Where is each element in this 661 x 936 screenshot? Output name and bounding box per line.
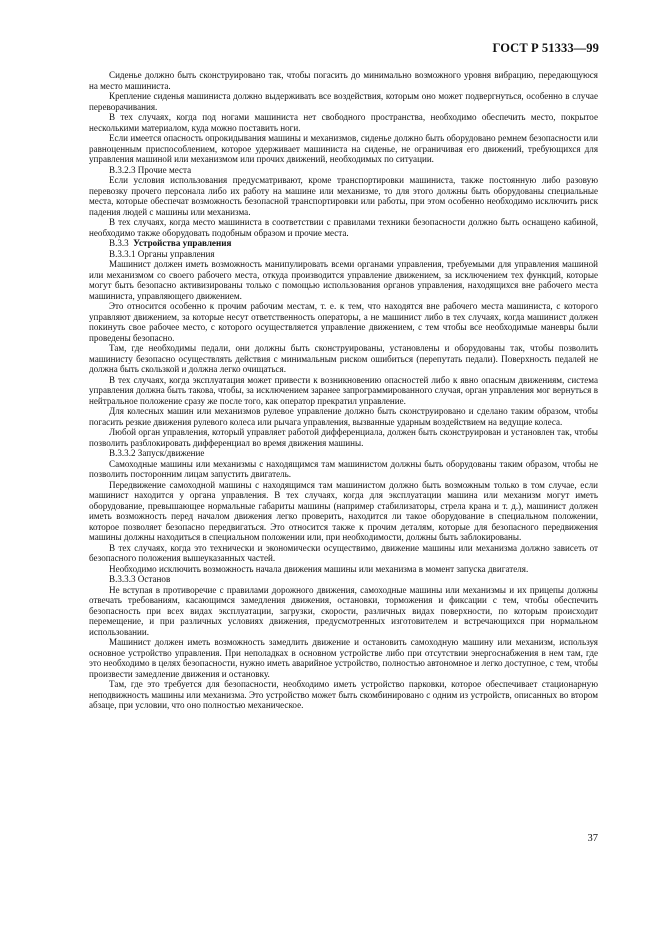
paragraph: Крепление сиденья машиниста должно выдерживать все воздействия, которым оно может подвергнуться, особенно в случае переворачивания.	[89, 91, 598, 112]
section-title: Устройства управления	[133, 238, 232, 248]
paragraph: Передвижение самоходной машины с находящимся там машинистом должно быть возможным только в том случае, если машинист находится у органа управления. В тех случаях, когда для эксплуатации машина или механизм могут иметь оборудование, превышающее нормальные габариты машины (например стабилизаторы, стрела крана и т. д.), машинист должен иметь возможность перед началом движения легко проверить, находится ли такое оборудование в специальном положении, которое позволяет безопасно передвигаться. Это относится также к прочим деталям, которые для безопасного передвижения машины должны находиться в специальном положении или, при необходимости, должны быть заблокированы.	[89, 479, 598, 542]
document-body	[89, 70, 598, 711]
paragraph: Необходимо исключить возможность начала движения машины или механизма в момент запуска двигателя.	[109, 563, 529, 574]
paragraph: Там, где необходимы педали, они должны быть сконструированы, установлены и оборудованы так, чтобы позволить машинисту безопасно осуществлять действия с минимальным риском ошибиться (перепутать педали). Поверхность педалей не должна быть скользкой и должна легко очищаться.	[89, 343, 598, 374]
paragraph: Самоходные машины или механизмы с находящимся там машинистом должны быть оборудованы таким образом, чтобы не позволить посторонним лицам запустить двигатель.	[89, 458, 598, 479]
paragraph: Это относится особенно к прочим рабочим местам, т. е. к тем, что находятся вне рабочего места машиниста, с которого управляют движением, за которые несут ответственность операторы, а не машинист либо в тех случаях, когда машинист должен покинуть свое рабочее место, с которого осуществляется управление движением, с тем чтобы все необходимые маневры были проведены безопасно.	[89, 301, 598, 343]
paragraph: Для колесных машин или механизмов рулевое управление должно быть сконструировано и сделано таким образом, чтобы погасить резкие движения рулевого колеса или рычага управления, вызванные ударным воздействием на ведущие колеса.	[89, 406, 598, 427]
paragraph: Машинист должен иметь возможность замедлить движение и остановить самоходную машину или механизм, используя основное устройство управления. При неполадках в основном устройстве либо при отсутствии энергоснабжения в нем там, где это необходимо в целях безопасности, нужно иметь аварийное устройство, полностью автономное и легко доступное, с тем, чтобы произвести замедление движения и остановку.	[89, 637, 598, 679]
paragraph: Не вступая в противоречие с правилами дорожного движения, самоходные машины или механизмы и их прицепы должны отвечать требованиям, касающимся замедления движения, остановки, торможения и фиксации с тем, чтобы обеспечить безопасность при всех видах эксплуатации, загрузки, скорости, различных видах поверхности, по которым происходит перемещение, и при различных условиях движения, предусмотренных изготовителем и встречающихся при нормальном использовании.	[89, 584, 598, 637]
section-heading-b333: В.3.3.3 Останов	[109, 574, 171, 584]
paragraph: В тех случаях, когда это технически и экономически осуществимо, движение машины или механизма должно зависеть от безопасного положения вышеуказанных частей.	[89, 542, 598, 563]
paragraph: В тех случаях, когда место машиниста в соответствии с правилами техники безопасности должно быть оснащено кабиной, необходимо также оборудовать подобным образом и прочие места.	[89, 217, 598, 238]
section-heading-b33	[89, 238, 598, 249]
document-code-header: ГОСТ Р 51333—99	[492, 41, 599, 55]
section-heading-b332: В.3.3.2 Запуск/движение	[109, 448, 205, 458]
paragraph: Машинист должен иметь возможность манипулировать всеми органами управления, требуемыми для управления машиной или механизмом со своего рабочего места, откуда производится управление движением, за исключением тех функций, которые могут быть безопасно активизированы только с помощью использования органов управления, находящихся вне рабочего места машиниста, управляющего движением.	[89, 259, 598, 301]
paragraph: В тех случаях, когда под ногами машиниста нет свободного пространства, необходимо обеспечить место, покрытое несколькими материалом, куда можно поставить ноги.	[89, 112, 598, 133]
paragraph: Если имеется опасность опрокидывания машины и механизмов, сиденье должно быть оборудовано ремнем безопасности или равноценным приспособлением, которое удерживает машиниста на сиденье, не ограничивая его движений, требующихся для управления машиной или механизмом или прочих движений, необходимых по ситуации.	[89, 133, 598, 164]
paragraph: Там, где это требуется для безопасности, необходимо иметь устройство парковки, которое обеспечивает стационарную неподвижность машины или механизма. Это устройство может быть скомбинировано с одним из устройств, описанных во втором абзаце, при условии, что оно полностью механическое.	[89, 679, 598, 710]
paragraph: Если условия использования предусматривают, кроме транспортировки машиниста, также постоянную либо разовую перевозку прочего персонала либо их работу на машине или механизме, то для этого должны быть оборудованы специальные места, которые обеспечат возможность безопасной транспортировки или работы, при этом особенно необходимо исключить риск падения людей с машины или механизма.	[89, 175, 598, 217]
page-number: 37	[587, 833, 598, 844]
paragraph: В тех случаях, когда эксплуатация может привести к возникновению опасностей либо к явно опасным движениям, система управления должна быть такова, чтобы, за исключением заранее запрограммированного случая, орган управления мог вернуться в нейтральное положение сразу же после того, как оператор прекратил управление.	[89, 374, 598, 406]
section-number: В.3.3	[109, 238, 129, 248]
paragraph: Любой орган управления, который управляет работой дифференциала, должен быть сконструирован и установлен так, чтобы позволить разблокировать дифференциал во время движения машины.	[89, 427, 598, 448]
section-heading-b331: В.3.3.1 Органы управления	[109, 248, 215, 259]
section-heading-b323: В.3.2.3 Прочие места	[109, 164, 192, 175]
paragraph: Сиденье должно быть сконструировано так, чтобы погасить до минимально возможного уровня вибрацию, передающуюся на место машиниста.	[89, 70, 598, 91]
